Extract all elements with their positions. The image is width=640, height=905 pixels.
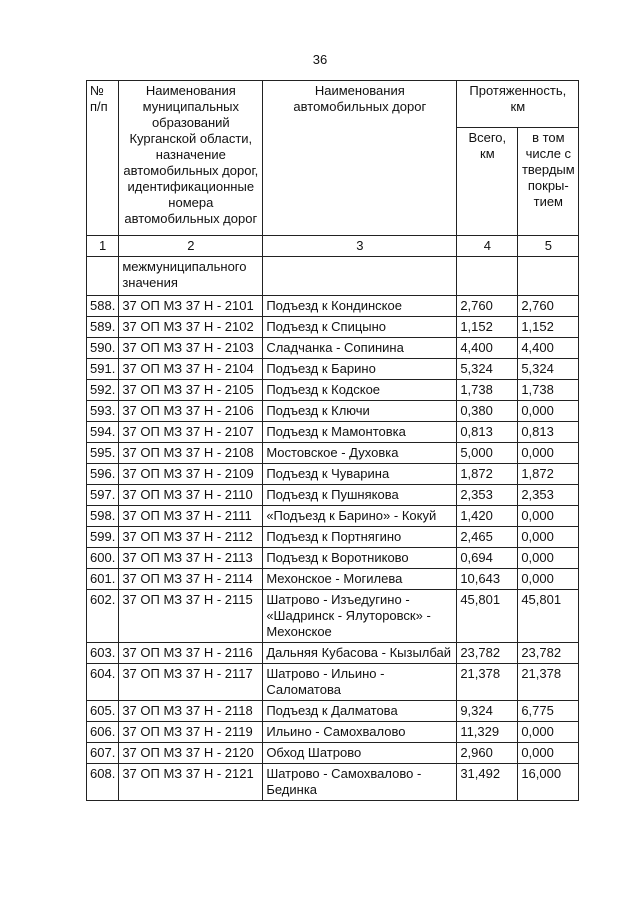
table-header	[87, 81, 579, 257]
row-number: 601.	[87, 569, 119, 590]
row-number: 607.	[87, 743, 119, 764]
length-paved: 21,378	[518, 664, 579, 701]
row-number: 604.	[87, 664, 119, 701]
road-name: Подъезд к Воротниково	[263, 548, 457, 569]
road-id: 37 ОП МЗ 37 Н - 2107	[119, 422, 263, 443]
road-name: «Подъезд к Барино» - Кокуй	[263, 506, 457, 527]
row-number: 606.	[87, 722, 119, 743]
road-id: 37 ОП МЗ 37 Н - 2112	[119, 527, 263, 548]
length-total: 4,400	[457, 338, 518, 359]
table-row	[87, 643, 579, 664]
column-index: 5	[518, 236, 579, 257]
table-row	[87, 506, 579, 527]
table-row	[87, 359, 579, 380]
length-paved: 0,000	[518, 569, 579, 590]
table-row	[87, 743, 579, 764]
table-row	[87, 296, 579, 317]
length-paved: 16,000	[518, 764, 579, 801]
table-row	[87, 338, 579, 359]
length-total: 1,420	[457, 506, 518, 527]
header-road-name: Наименования автомобильных дорог	[263, 81, 457, 236]
table-row	[87, 701, 579, 722]
road-id: 37 ОП МЗ 37 Н - 2116	[119, 643, 263, 664]
length-total: 0,380	[457, 401, 518, 422]
table-row	[87, 464, 579, 485]
road-id: 37 ОП МЗ 37 Н - 2117	[119, 664, 263, 701]
road-name: Мостовское - Духовка	[263, 443, 457, 464]
table-row	[87, 569, 579, 590]
page-number: 36	[312, 52, 328, 67]
row-number: 608.	[87, 764, 119, 801]
road-name: Подъезд к Мамонтовка	[263, 422, 457, 443]
road-id: 37 ОП МЗ 37 Н - 2108	[119, 443, 263, 464]
length-paved: 2,353	[518, 485, 579, 506]
length-paved: 4,400	[518, 338, 579, 359]
table-row	[87, 485, 579, 506]
road-id: 37 ОП МЗ 37 Н - 2106	[119, 401, 263, 422]
length-paved: 1,872	[518, 464, 579, 485]
length-paved: 45,801	[518, 590, 579, 643]
length-total: 31,492	[457, 764, 518, 801]
road-name: Подъезд к Спицыно	[263, 317, 457, 338]
road-id: 37 ОП МЗ 37 Н - 2105	[119, 380, 263, 401]
road-name: Дальняя Кубасова - Кызылбай	[263, 643, 457, 664]
road-name: Шатрово - Самохвалово - Бединка	[263, 764, 457, 801]
road-name: Подъезд к Кондинское	[263, 296, 457, 317]
length-paved: 0,000	[518, 443, 579, 464]
length-total: 1,738	[457, 380, 518, 401]
header-length: Протяженность, км	[457, 81, 579, 128]
road-id: 37 ОП МЗ 37 Н - 2111	[119, 506, 263, 527]
row-number: 596.	[87, 464, 119, 485]
road-name: Шатрово - Изъедугино - «Шадринск - Ялуторовск» - Мехонское	[263, 590, 457, 643]
road-id: 37 ОП МЗ 37 Н - 2115	[119, 590, 263, 643]
road-name: Подъезд к Кодское	[263, 380, 457, 401]
table-row	[87, 401, 579, 422]
table-row	[87, 317, 579, 338]
continuation-text: межмуниципального значения	[119, 257, 263, 296]
length-total: 10,643	[457, 569, 518, 590]
road-name: Подъезд к Далматова	[263, 701, 457, 722]
length-total: 45,801	[457, 590, 518, 643]
road-name: Подъезд к Пушнякова	[263, 485, 457, 506]
road-id: 37 ОП МЗ 37 Н - 2119	[119, 722, 263, 743]
table-row	[87, 590, 579, 643]
row-number: 597.	[87, 485, 119, 506]
length-total: 9,324	[457, 701, 518, 722]
column-index: 2	[119, 236, 263, 257]
length-paved: 0,000	[518, 743, 579, 764]
road-name: Подъезд к Чуварина	[263, 464, 457, 485]
column-index-row	[87, 236, 579, 257]
length-paved: 0,000	[518, 527, 579, 548]
header-total: Всего, км	[457, 128, 518, 236]
row-number: 590.	[87, 338, 119, 359]
road-id: 37 ОП МЗ 37 Н - 2109	[119, 464, 263, 485]
road-id: 37 ОП МЗ 37 Н - 2118	[119, 701, 263, 722]
length-paved: 0,000	[518, 722, 579, 743]
row-number: 594.	[87, 422, 119, 443]
length-paved: 0,000	[518, 548, 579, 569]
road-id: 37 ОП МЗ 37 Н - 2114	[119, 569, 263, 590]
length-paved: 6,775	[518, 701, 579, 722]
road-name: Подъезд к Портнягино	[263, 527, 457, 548]
row-number: 603.	[87, 643, 119, 664]
road-name: Ильино - Самохвалово	[263, 722, 457, 743]
length-paved: 0,813	[518, 422, 579, 443]
row-number: 589.	[87, 317, 119, 338]
road-name: Обход Шатрово	[263, 743, 457, 764]
length-total: 0,694	[457, 548, 518, 569]
length-total: 23,782	[457, 643, 518, 664]
row-number: 605.	[87, 701, 119, 722]
road-id: 37 ОП МЗ 37 Н - 2102	[119, 317, 263, 338]
road-name: Подъезд к Барино	[263, 359, 457, 380]
row-number: 592.	[87, 380, 119, 401]
length-paved: 23,782	[518, 643, 579, 664]
column-index: 4	[457, 236, 518, 257]
road-id: 37 ОП МЗ 37 Н - 2110	[119, 485, 263, 506]
table-row	[87, 664, 579, 701]
table-row	[87, 380, 579, 401]
column-index: 3	[263, 236, 457, 257]
table-row	[87, 548, 579, 569]
road-id: 37 ОП МЗ 37 Н - 2101	[119, 296, 263, 317]
length-total: 5,324	[457, 359, 518, 380]
row-number: 593.	[87, 401, 119, 422]
length-total: 1,152	[457, 317, 518, 338]
row-number: 588.	[87, 296, 119, 317]
header-paved: в том числе с твердым покры-тием	[518, 128, 579, 236]
length-total: 11,329	[457, 722, 518, 743]
length-total: 5,000	[457, 443, 518, 464]
road-name: Подъезд к Ключи	[263, 401, 457, 422]
row-number: 599.	[87, 527, 119, 548]
length-total: 2,960	[457, 743, 518, 764]
continuation-row	[87, 257, 579, 296]
length-paved: 1,738	[518, 380, 579, 401]
road-id: 37 ОП МЗ 37 Н - 2104	[119, 359, 263, 380]
roads-table	[86, 80, 579, 801]
length-total: 2,353	[457, 485, 518, 506]
row-number: 595.	[87, 443, 119, 464]
road-name: Сладчанка - Сопинина	[263, 338, 457, 359]
row-number: 600.	[87, 548, 119, 569]
length-paved: 0,000	[518, 506, 579, 527]
length-total: 0,813	[457, 422, 518, 443]
row-number: 598.	[87, 506, 119, 527]
length-total: 21,378	[457, 664, 518, 701]
road-name: Мехонское - Могилева	[263, 569, 457, 590]
road-id: 37 ОП МЗ 37 Н - 2113	[119, 548, 263, 569]
header-number: № п/п	[87, 81, 119, 236]
length-total: 1,872	[457, 464, 518, 485]
length-paved: 1,152	[518, 317, 579, 338]
road-id: 37 ОП МЗ 37 Н - 2103	[119, 338, 263, 359]
row-number: 591.	[87, 359, 119, 380]
column-index: 1	[87, 236, 119, 257]
table-row	[87, 422, 579, 443]
length-total: 2,465	[457, 527, 518, 548]
header-municipal: Наименования муниципальных образований Курганской области, назначение автомобильных дорог, идентификационные номера автомобильных дорог	[119, 81, 263, 236]
road-id: 37 ОП МЗ 37 Н - 2121	[119, 764, 263, 801]
road-id: 37 ОП МЗ 37 Н - 2120	[119, 743, 263, 764]
table-row	[87, 764, 579, 801]
table-row	[87, 443, 579, 464]
length-paved: 2,760	[518, 296, 579, 317]
row-number: 602.	[87, 590, 119, 643]
length-total: 2,760	[457, 296, 518, 317]
length-paved: 5,324	[518, 359, 579, 380]
table-row	[87, 527, 579, 548]
table-row	[87, 722, 579, 743]
length-paved: 0,000	[518, 401, 579, 422]
road-name: Шатрово - Ильино - Саломатова	[263, 664, 457, 701]
